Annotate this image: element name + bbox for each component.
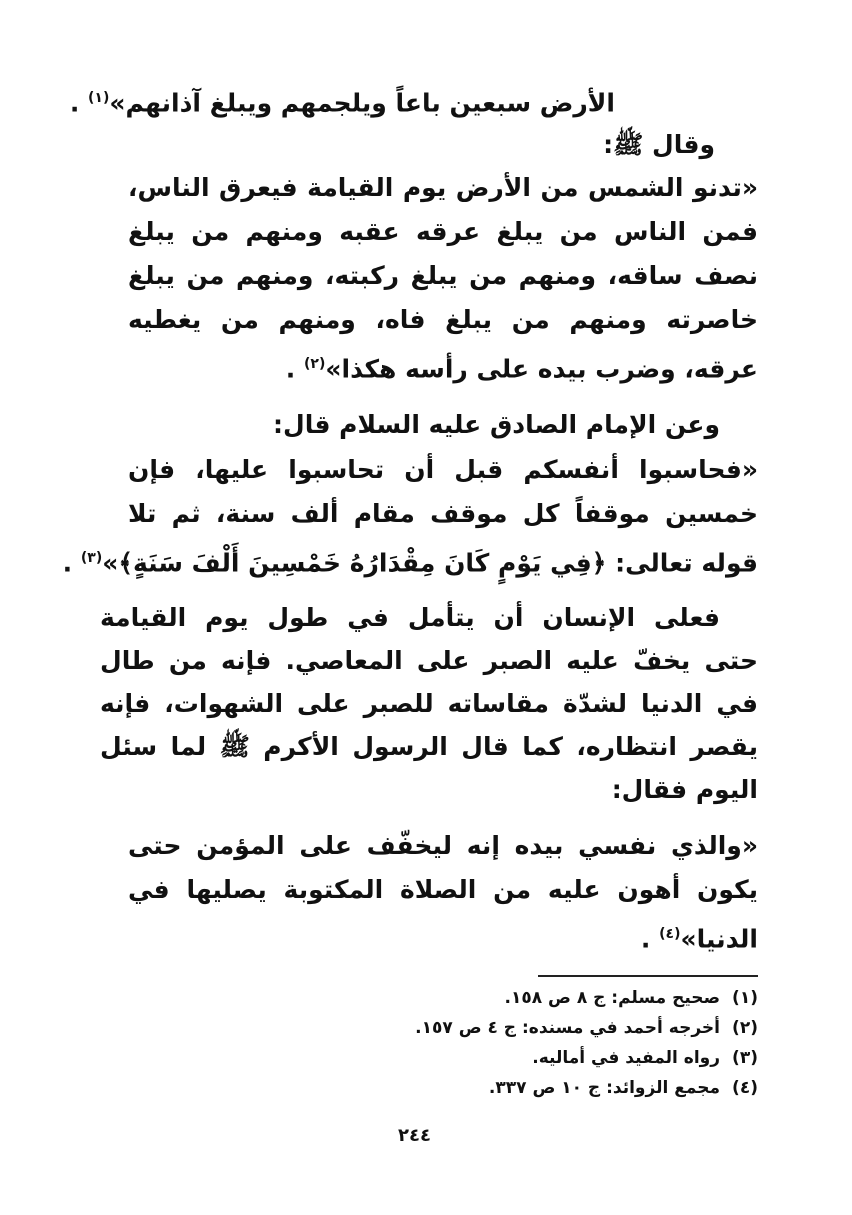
footnote: (٤)مجمع الزوائد: ج ١٠ ص ٣٣٧. [488,1078,758,1098]
text-line: نصف ساقه، ومنهم من يبلغ ركبته، ومنهم من يبلغ [128,261,758,290]
text-line: «تدنو الشمس من الأرض يوم القيامة فيعرق الناس، [128,173,758,202]
text-line: «فحاسبوا أنفسكم قبل أن تحاسبوا عليها، فإن [128,455,758,484]
text-line: وعن الإمام الصادق عليه السلام قال: [273,410,720,439]
text-line: وقال ﷺ: [603,130,715,159]
footnote: (١)صحيح مسلم: ج ٨ ص ١٥٨. [504,988,758,1008]
text-line: الدنيا»$^{(٤)}$ . [640,924,758,954]
text-line: في الدنيا لشدّة مقاساته للصبر على الشهوات، فإنه [100,689,758,718]
text-line: حتى يخفّ عليه الصبر على المعاصي. فإنه من طال [100,646,758,675]
footnote: (٣)رواه المفيد في أماليه. [532,1048,758,1068]
footnote: (٢)أخرجه أحمد في مسنده: ج ٤ ص ١٥٧. [415,1018,758,1038]
footnote-divider [538,975,758,977]
page-number: ٢٤٤ [398,1125,431,1146]
text-line: فعلى الإنسان أن يتأمل في طول يوم القيامة [100,603,720,632]
text-line: «والذي نفسي بيده إنه ليخفّف على المؤمن حتى [128,831,758,860]
text-line: خاصرته ومنهم من يبلغ فاه، ومنهم من يغطيه [128,305,758,334]
text-line: خمسين موقفاً كل موقف مقام ألف سنة، ثم تلا [128,499,758,528]
text-line: الأرض سبعين باعاً ويلجمهم ويبلغ آذانهم»$^{(١)}$ . [69,88,615,118]
text-line: عرقه، وضرب بيده على رأسه هكذا»$^{(٢)}$ . [285,354,758,384]
text-line: قوله تعالى: ﴿فِي يَوْمٍ كَانَ مِقْدَارُهُ خَمْسِينَ أَلْفَ سَنَةٍ﴾»$^{(٣)}$ . [62,548,758,578]
text-line: يكون أهون عليه من الصلاة المكتوبة يصليها في [128,875,758,904]
text-line: فمن الناس من يبلغ عرقه عقبه ومنهم من يبلغ [128,217,758,246]
text-line: اليوم فقال: [611,775,758,804]
text-line: يقصر انتظاره، كما قال الرسول الأكرم ﷺ لما سئل [100,732,758,761]
